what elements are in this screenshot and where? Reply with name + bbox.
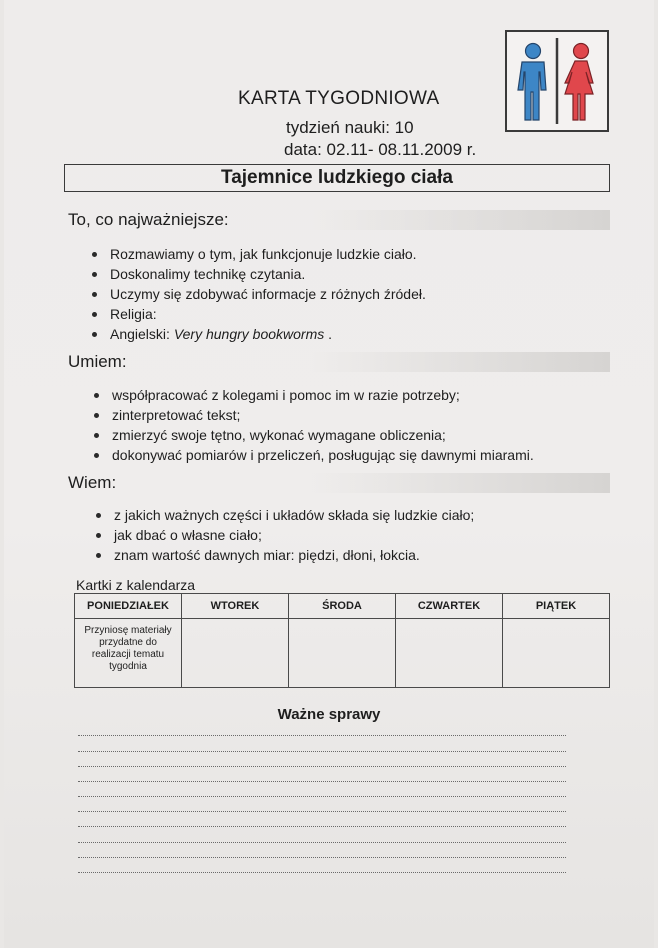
writing-line bbox=[78, 842, 566, 843]
week-number: tydzień nauki: 10 bbox=[286, 118, 414, 137]
topic-title: Tajemnice ludzkiego ciała bbox=[64, 164, 610, 192]
section-heading-priorities bbox=[66, 210, 610, 230]
writing-line bbox=[78, 751, 566, 752]
male-figure-icon bbox=[518, 44, 546, 121]
restroom-male-female-icon bbox=[505, 30, 609, 132]
writing-line bbox=[78, 872, 566, 873]
writing-line bbox=[78, 811, 566, 812]
list-item: znam wartość dawnych miar: piędzi, dłoni, łokcia. bbox=[92, 545, 474, 565]
list-item: Religia: bbox=[88, 304, 426, 324]
english-suffix: . bbox=[324, 326, 333, 342]
calendar-table bbox=[74, 593, 610, 688]
skills-list bbox=[90, 385, 534, 465]
day-header-wednesday: ŚRODA bbox=[289, 594, 396, 619]
day-header-tuesday: WTOREK bbox=[182, 594, 289, 619]
female-figure-icon bbox=[565, 44, 593, 121]
writing-line bbox=[78, 781, 566, 782]
section-title: Umiem: bbox=[68, 352, 127, 371]
writing-line bbox=[78, 857, 566, 858]
writing-line bbox=[78, 735, 566, 736]
calendar-cell-wednesday bbox=[289, 619, 396, 688]
calendar-header-row bbox=[75, 594, 610, 619]
list-item: Uczymy się zdobywać informacje z różnych źródeł. bbox=[88, 284, 426, 304]
priorities-list bbox=[88, 244, 426, 344]
calendar-cell-thursday bbox=[396, 619, 503, 688]
date-range: data: 02.11- 08.11.2009 r. bbox=[284, 140, 477, 159]
list-item: współpracować z kolegami i pomoc im w razie potrzeby; bbox=[90, 385, 534, 405]
section-heading-skills bbox=[66, 352, 610, 372]
list-item bbox=[88, 324, 426, 344]
writing-line bbox=[78, 826, 566, 827]
calendar-cell-friday bbox=[503, 619, 610, 688]
calendar-label: Kartki z kalendarza bbox=[76, 577, 196, 593]
writing-line bbox=[78, 766, 566, 767]
section-heading-knowledge bbox=[66, 473, 610, 493]
calendar-cell-monday: Przyniosę materiały przydatne do realizacji tematu tygodnia bbox=[75, 619, 182, 688]
list-item: jak dbać o własne ciało; bbox=[92, 525, 474, 545]
list-item: z jakich ważnych części i układów składa się ludzkie ciało; bbox=[92, 505, 474, 525]
list-item: zmierzyć swoje tętno, wykonać wymagane obliczenia; bbox=[90, 425, 534, 445]
section-title: Wiem: bbox=[68, 473, 117, 492]
english-book-title: Very hungry bookworms bbox=[173, 326, 325, 342]
day-header-monday: PONIEDZIAŁEK bbox=[75, 594, 182, 619]
english-label: Angielski: bbox=[110, 326, 170, 342]
day-header-thursday: CZWARTEK bbox=[396, 594, 503, 619]
list-item: Doskonalimy technikę czytania. bbox=[88, 264, 426, 284]
calendar-row bbox=[75, 619, 610, 688]
list-item: dokonywać pomiarów i przeliczeń, posługując się dawnymi miarami. bbox=[90, 445, 534, 465]
knowledge-list bbox=[92, 505, 474, 565]
writing-line bbox=[78, 796, 566, 797]
important-matters-title: Ważne sprawy bbox=[277, 706, 381, 723]
list-item: Rozmawiamy o tym, jak funkcjonuje ludzkie ciało. bbox=[88, 244, 426, 264]
list-item: zinterpretować tekst; bbox=[90, 405, 534, 425]
page-title: KARTA TYGODNIOWA bbox=[238, 88, 440, 109]
section-title: To, co najważniejsze: bbox=[68, 210, 229, 229]
day-header-friday: PIĄTEK bbox=[503, 594, 610, 619]
calendar-cell-tuesday bbox=[182, 619, 289, 688]
